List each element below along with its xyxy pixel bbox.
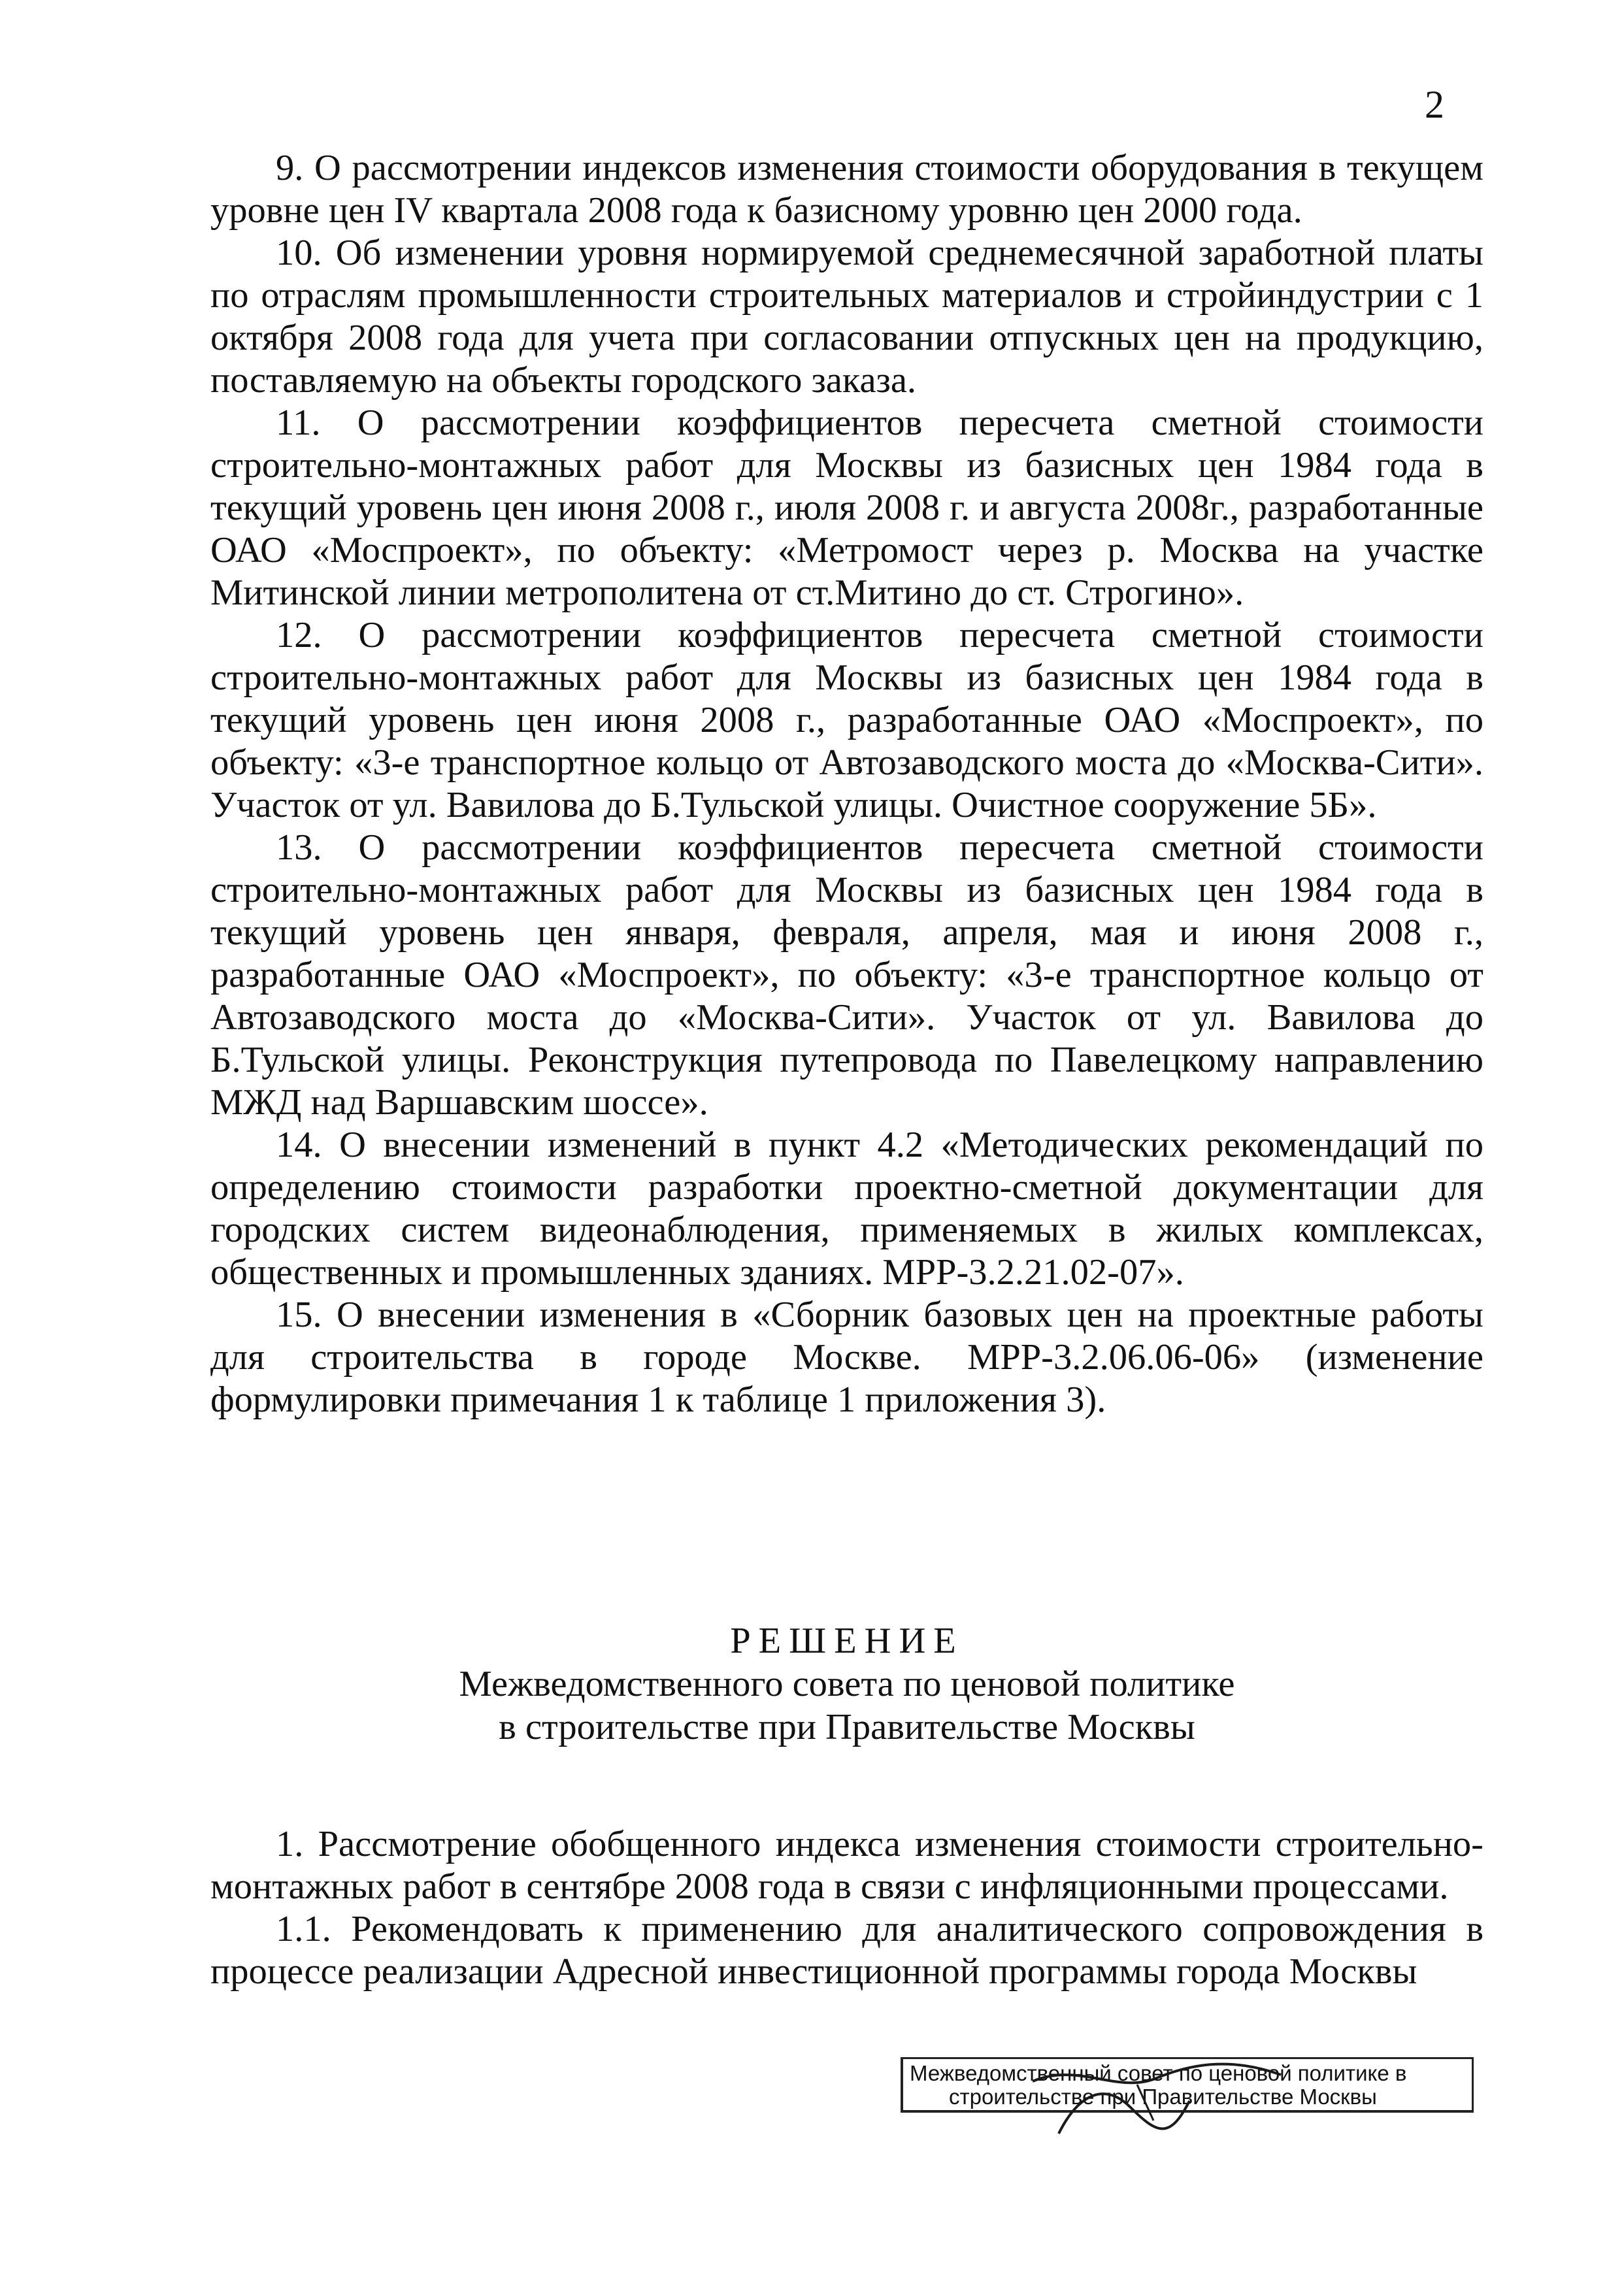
decision-item-1-1: 1.1. Рекомендовать к применению для аналитического сопровождения в процессе реализации Адресной инвестиционной программы города Москвы — [210, 1909, 1483, 1992]
decision-subtitle-line2: в строительстве при Правительстве Москвы — [499, 1707, 1195, 1747]
decision-title: РЕШЕНИЕ — [730, 1621, 964, 1661]
agenda-item-13: 13. О рассмотрении коэффициентов пересчета сметной стоимости строительно-монтажных работ для Москвы из базисных цен 1984 года в текущий уровень цен января, февраля, апреля, мая и июня 2008 г., разработанные ОАО «Моспроект», по объекту: «3-е транспортное кольцо от Автозаводского моста до «Москва-Сити». Участок от ул. Вавилова до Б.Тульской улицы. Реконструкция путепровода по Павелецкому направлению МЖД над Варшавским шоссе». — [210, 827, 1483, 1123]
stamp-line1: Межведомственный совет по ценовой политике в — [910, 2061, 1407, 2085]
agenda-item-12: 12. О рассмотрении коэффициентов пересчета сметной стоимости строительно-монтажных работ для Москвы из базисных цен 1984 года в текущий уровень цен июня 2008 г., разработанные ОАО «Моспроект», по объекту: «3-е транспортное кольцо от Автозаводского моста до «Москва-Сити». Участок от ул. Вавилова до Б.Тульской улицы. Очистное сооружение 5Б». — [210, 615, 1483, 825]
agenda-item-9: 9. О рассмотрении индексов изменения стоимости оборудования в текущем уровне цен IV квартала 2008 года к базисному уровню цен 2000 года. — [210, 148, 1483, 231]
agenda-item-11: 11. О рассмотрении коэффициентов пересчета сметной стоимости строительно-монтажных работ для Москвы из базисных цен 1984 года в текущий уровень цен июня 2008 г., июля 2008 г. и августа 2008г., разработанные ОАО «Моспроект», по объекту: «Метромост через р. Москва на участке Митинской линии метрополитена от ст.Митино до ст. Строгино». — [210, 403, 1483, 613]
decision-items — [210, 1823, 1483, 1993]
agenda-list — [210, 147, 1483, 1421]
agenda-item-14: 14. О внесении изменений в пункт 4.2 «Методических рекомендаций по определению стоимости разработки проектно-сметной документации для городских систем видеонаблюдения, применяемых в жилых комплексах, общественных и промышленных зданиях. МРР-3.2.21.02-07». — [210, 1125, 1483, 1293]
decision-item-1: 1. Рассмотрение обобщенного индекса изменения стоимости строительно-монтажных работ в сентябре 2008 года в связи с инфляционными процессами. — [210, 1824, 1483, 1907]
decision-subtitle-line1: Межведомственного совета по ценовой политике — [459, 1664, 1235, 1704]
decision-heading — [210, 1619, 1483, 1749]
agenda-item-15: 15. О внесении изменения в «Сборник базовых цен на проектные работы для строительства в городе Москве. МРР-3.2.06.06-06» (изменение формулировки примечания 1 к таблице 1 приложения 3). — [210, 1295, 1483, 1420]
stamp-line2: строительстве при Правительстве Москвы — [949, 2085, 1377, 2109]
council-stamp — [901, 2057, 1474, 2113]
agenda-item-10: 10. Об изменении уровня нормируемой среднемесячной заработной платы по отраслям промышленности строительных материалов и стройиндустрии с 1 октября 2008 года для учета при согласовании отпускных цен на продукцию, поставляемую на объекты городского заказа. — [210, 233, 1483, 401]
page-number: 2 — [1425, 83, 1444, 126]
